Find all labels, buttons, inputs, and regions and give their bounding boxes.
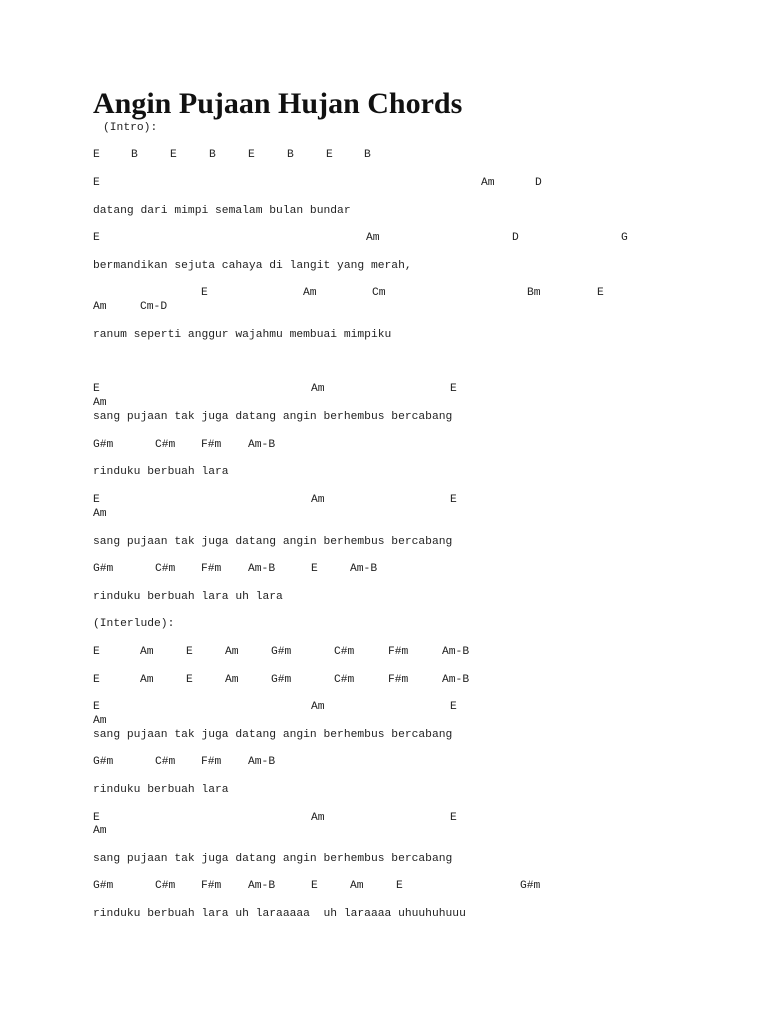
chord: Am-B <box>442 674 470 686</box>
chord: G <box>621 232 628 244</box>
chord: E <box>93 149 100 161</box>
chord: Am <box>311 701 325 713</box>
chord: C#m <box>155 756 176 768</box>
chord: Am-B <box>350 563 378 575</box>
chord: E <box>170 149 177 161</box>
chord: E <box>396 880 403 892</box>
lyric-line-text: rinduku berbuah lara uh lara <box>93 591 283 603</box>
lyric-line-text: ranum seperti anggur wajahmu membuai mimpiku <box>93 329 392 341</box>
lyric-line-text: sang pujaan tak juga datang angin berhembus bercabang <box>93 729 453 741</box>
chord: F#m <box>201 439 222 451</box>
chord: Am <box>93 715 107 727</box>
song-title: Angin Pujaan Hujan Chords <box>93 87 463 120</box>
chord: Am-B <box>248 563 276 575</box>
chord: B <box>364 149 371 161</box>
chord: B <box>131 149 138 161</box>
chord: G#m <box>93 756 114 768</box>
chord: E <box>450 383 457 395</box>
lyric-line-text: rinduku berbuah lara <box>93 466 229 478</box>
chord: G#m <box>93 880 114 892</box>
lyric-line-text: datang dari mimpi semalam bulan bundar <box>93 205 351 217</box>
chord: Am <box>311 494 325 506</box>
chord: E <box>186 674 193 686</box>
chord: Am <box>350 880 364 892</box>
chord: E <box>93 494 100 506</box>
chord: Am <box>225 674 239 686</box>
lyric-line-text: bermandikan sejuta cahaya di langit yang merah, <box>93 260 412 272</box>
chord: E <box>93 812 100 824</box>
lyric-line-text: sang pujaan tak juga datang angin berhembus bercabang <box>93 411 453 423</box>
chord: E <box>311 563 318 575</box>
chord: Am-B <box>442 646 470 658</box>
lyric-line-text: sang pujaan tak juga datang angin berhembus bercabang <box>93 853 453 865</box>
chord: G#m <box>271 674 292 686</box>
chord: C#m <box>155 439 176 451</box>
chord: B <box>287 149 294 161</box>
chord: Am <box>366 232 380 244</box>
chord: E <box>326 149 333 161</box>
chord: F#m <box>201 880 222 892</box>
chord: B <box>209 149 216 161</box>
chord: G#m <box>520 880 541 892</box>
chord: Am <box>93 825 107 837</box>
chord: Am <box>303 287 317 299</box>
chord: Am <box>311 383 325 395</box>
chord: E <box>450 494 457 506</box>
chord: F#m <box>388 646 409 658</box>
chord: G#m <box>271 646 292 658</box>
section-label-text: (Intro): <box>103 122 158 134</box>
chord: Am <box>225 646 239 658</box>
chord: E <box>597 287 604 299</box>
chord: F#m <box>388 674 409 686</box>
chord: F#m <box>201 563 222 575</box>
chord: Am <box>140 674 154 686</box>
chord: E <box>93 383 100 395</box>
chord: E <box>93 674 100 686</box>
chord: Am-B <box>248 756 276 768</box>
chord: C#m <box>155 563 176 575</box>
chord: E <box>93 232 100 244</box>
chord: Am <box>93 508 107 520</box>
chord: Am <box>481 177 495 189</box>
chord: Cm-D <box>140 301 168 313</box>
lyric-line-text: sang pujaan tak juga datang angin berhembus bercabang <box>93 536 453 548</box>
chord: E <box>186 646 193 658</box>
chord: C#m <box>155 880 176 892</box>
chord: D <box>512 232 519 244</box>
chord: E <box>93 177 100 189</box>
chord: E <box>248 149 255 161</box>
chord: D <box>535 177 542 189</box>
chord: Am-B <box>248 439 276 451</box>
chord: Am <box>93 397 107 409</box>
chord: Am <box>311 812 325 824</box>
chord: F#m <box>201 756 222 768</box>
chord: Am <box>140 646 154 658</box>
chord: Am-B <box>248 880 276 892</box>
chord: G#m <box>93 563 114 575</box>
chord: E <box>93 701 100 713</box>
chord: E <box>93 646 100 658</box>
chord: E <box>450 701 457 713</box>
lyric-line-text: rinduku berbuah lara uh laraaaaa uh laraaaa uhuuhuhuuu <box>93 908 466 920</box>
chord: C#m <box>334 646 355 658</box>
section-label-text: (Interlude): <box>93 618 175 630</box>
chord: G#m <box>93 439 114 451</box>
chord: E <box>201 287 208 299</box>
chord: E <box>311 880 318 892</box>
chord: Bm <box>527 287 541 299</box>
chord: Cm <box>372 287 386 299</box>
chord: C#m <box>334 674 355 686</box>
chord: Am <box>93 301 107 313</box>
lyric-line-text: rinduku berbuah lara <box>93 784 229 796</box>
chord: E <box>450 812 457 824</box>
